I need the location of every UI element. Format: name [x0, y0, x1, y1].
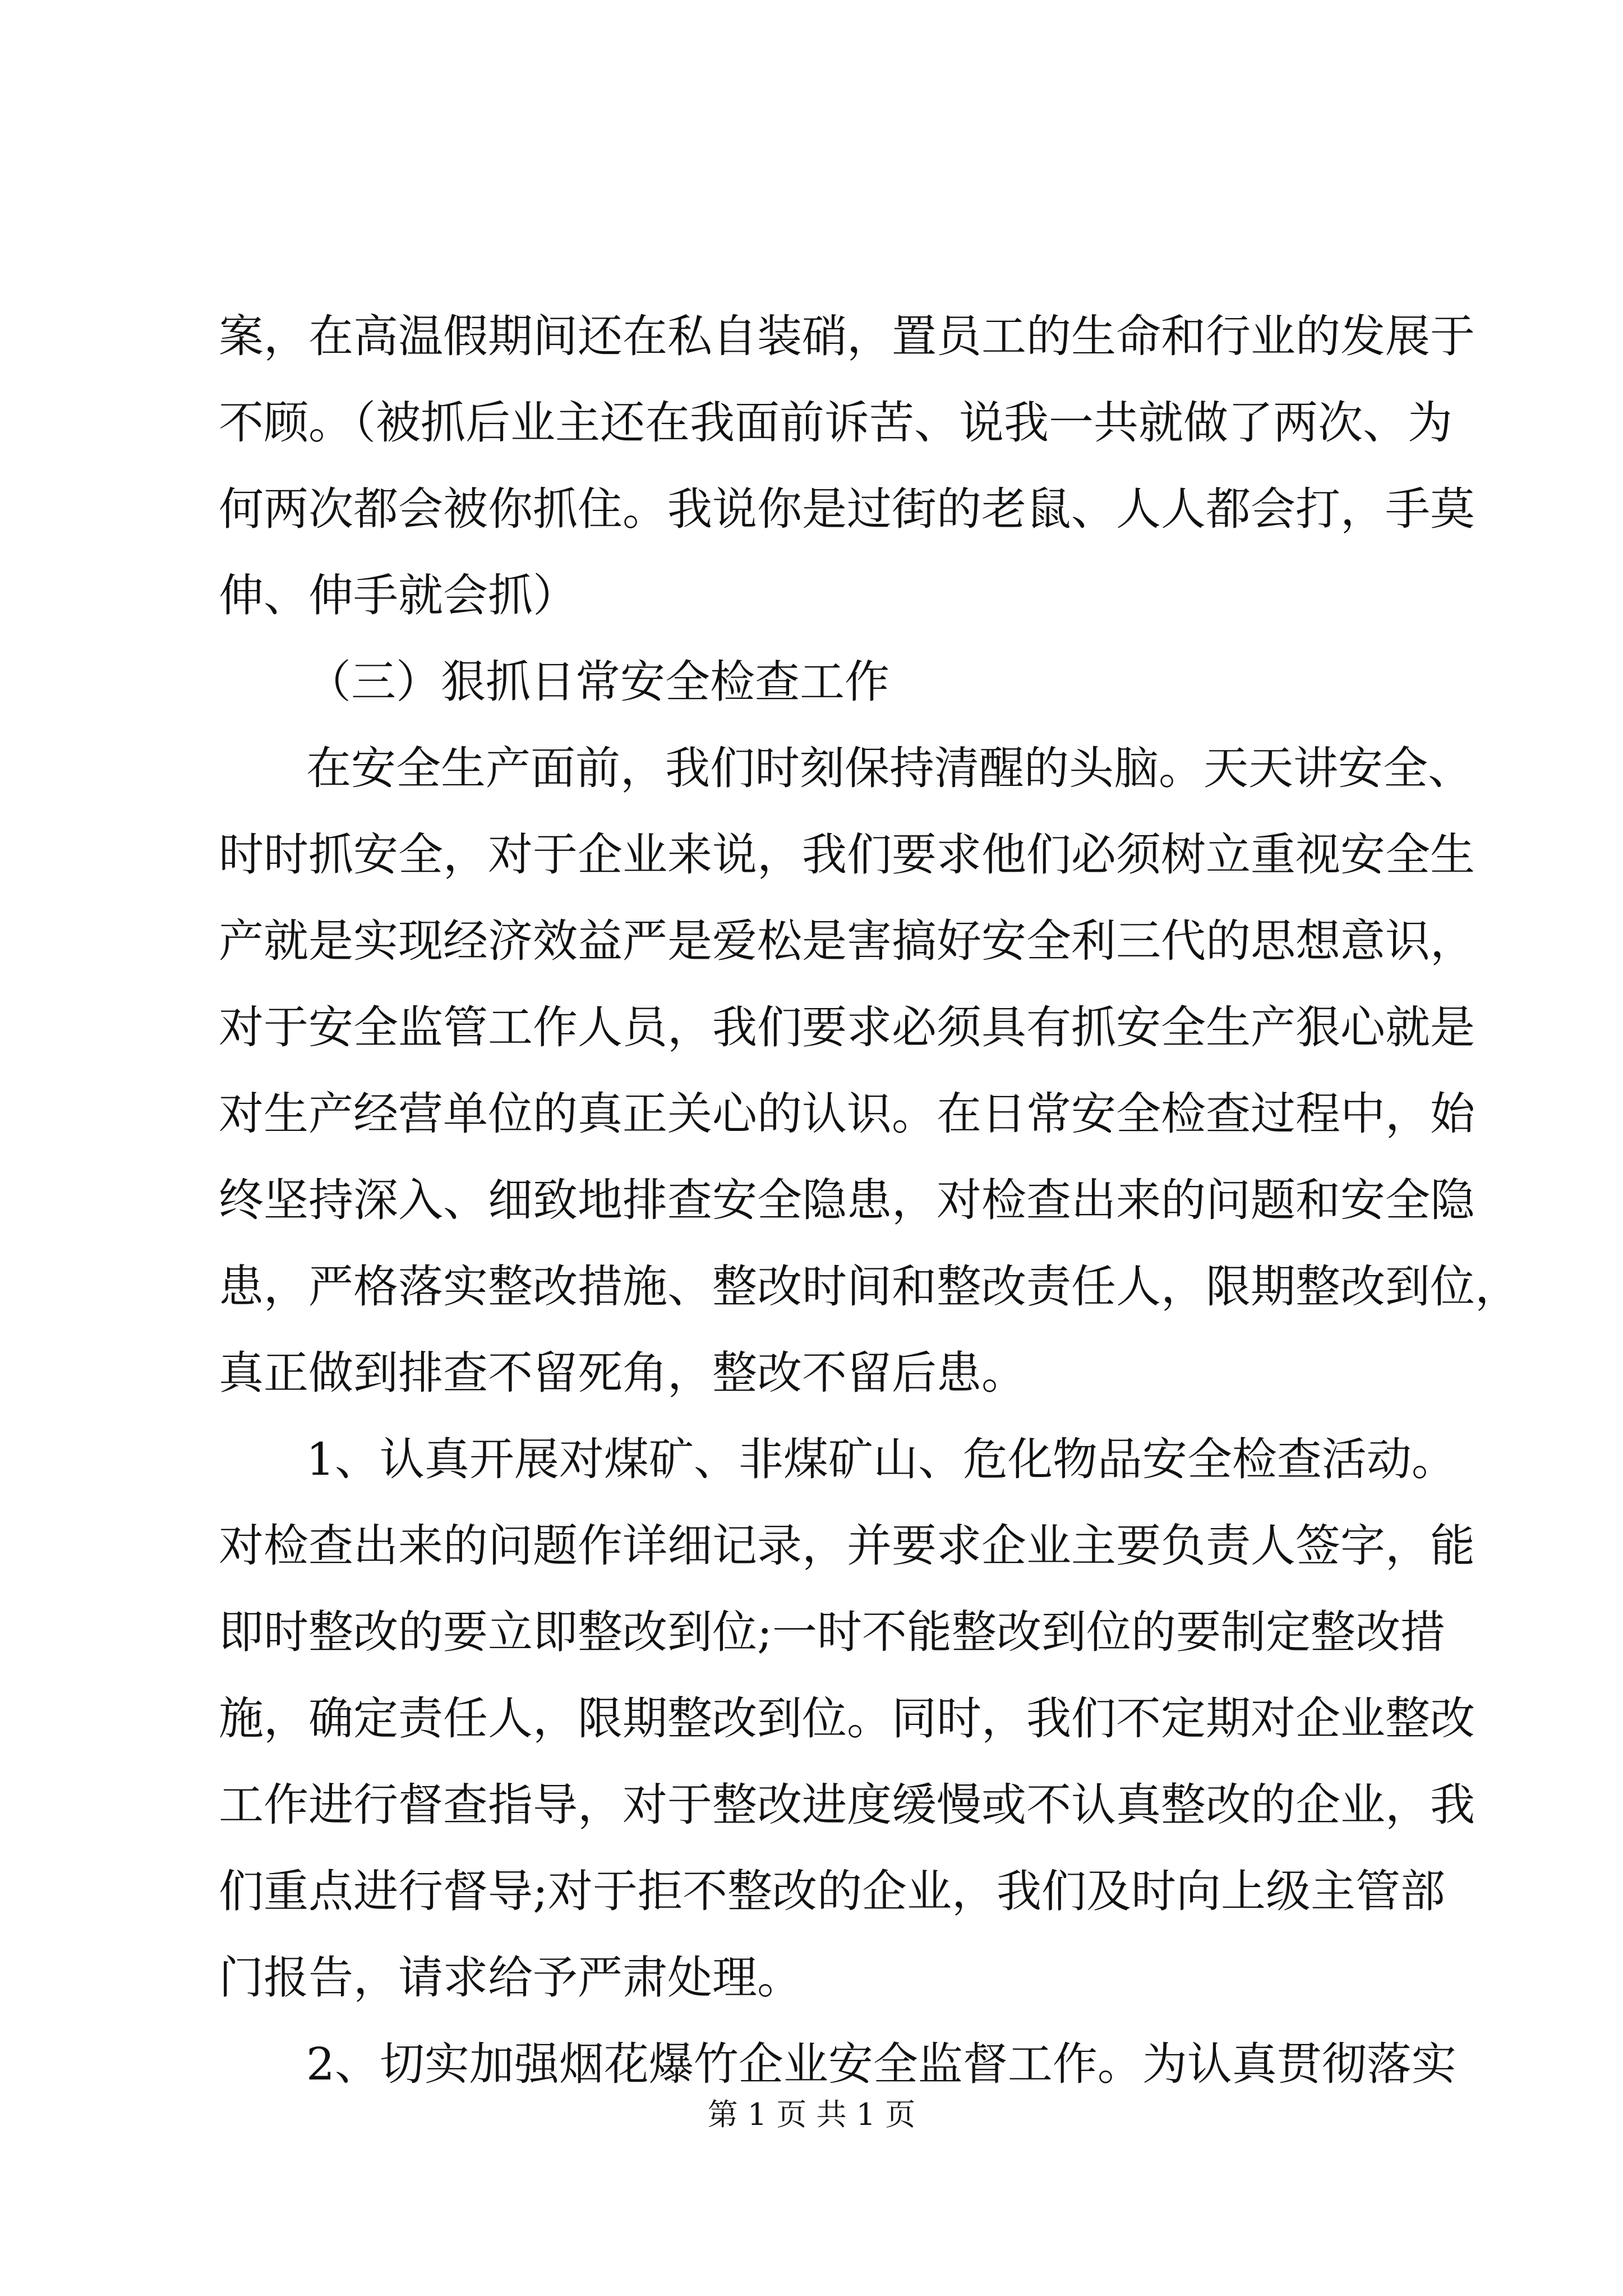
paragraph-line: 对生产经营单位的真正关心的认识。在日常安全检查过程中，始 [219, 1088, 1475, 1140]
paragraph-line: 1、认真开展对煤矿、非煤矿山、危化物品安全检查活动。 [306, 1433, 1456, 1485]
paragraph-line: 何两次都会被你抓住。我说你是过街的老鼠、人人都会打，手莫 [219, 483, 1475, 535]
paragraph-line: 产就是实现经济效益严是爱松是害搞好安全利三代的思想意识， [219, 915, 1475, 967]
paragraph-line: 时时抓安全，对于企业来说，我们要求他们必须树立重视安全生 [219, 829, 1475, 881]
paragraph-line: 对检查出来的问题作详细记录，并要求企业主要负责人签字，能 [219, 1520, 1475, 1572]
paragraph-line: 们重点进行督导;对于拒不整改的企业，我们及时向上级主管部 [219, 1865, 1445, 1917]
paragraph-line: 施，确定责任人，限期整改到位。同时，我们不定期对企业整改 [219, 1692, 1475, 1745]
paragraph-line: 伸、伸手就会抓） [219, 569, 578, 622]
paragraph-line: 即时整改的要立即整改到位;一时不能整改到位的要制定整改措 [219, 1606, 1445, 1658]
paragraph-line: 门报告，请求给予严肃处理。 [219, 1952, 802, 2004]
paragraph-line: 真正做到排查不留死角，整改不留后患。 [219, 1347, 1026, 1399]
paragraph-line: 2、切实加强烟花爆竹企业安全监督工作。为认真贯彻落实 [306, 2038, 1456, 2090]
paragraph-line: 不顾。（被抓后业主还在我面前诉苦、说我一共就做了两次、为 [219, 397, 1453, 449]
paragraph-line: 患，严格落实整改措施、整改时间和整改责任人，限期整改到位， [219, 1260, 1520, 1313]
paragraph-line: 终坚持深入、细致地排查安全隐患，对检查出来的问题和安全隐 [219, 1174, 1475, 1226]
paragraph-line: 工作进行督查指导，对于整改进度缓慢或不认真整改的企业，我 [219, 1779, 1475, 1831]
paragraph-line: 对于安全监管工作人员，我们要求必须具有抓安全生产狠心就是 [219, 1001, 1475, 1053]
section-heading: （三）狠抓日常安全检查工作 [306, 656, 889, 708]
paragraph-line: 案，在高温假期间还在私自装硝，置员工的生命和行业的发展于 [219, 310, 1475, 362]
paragraph-line: 在安全生产面前，我们时刻保持清醒的头脑。天天讲安全、 [306, 742, 1473, 794]
page-footer: 第 1 页 共 1 页 [707, 2097, 916, 2132]
